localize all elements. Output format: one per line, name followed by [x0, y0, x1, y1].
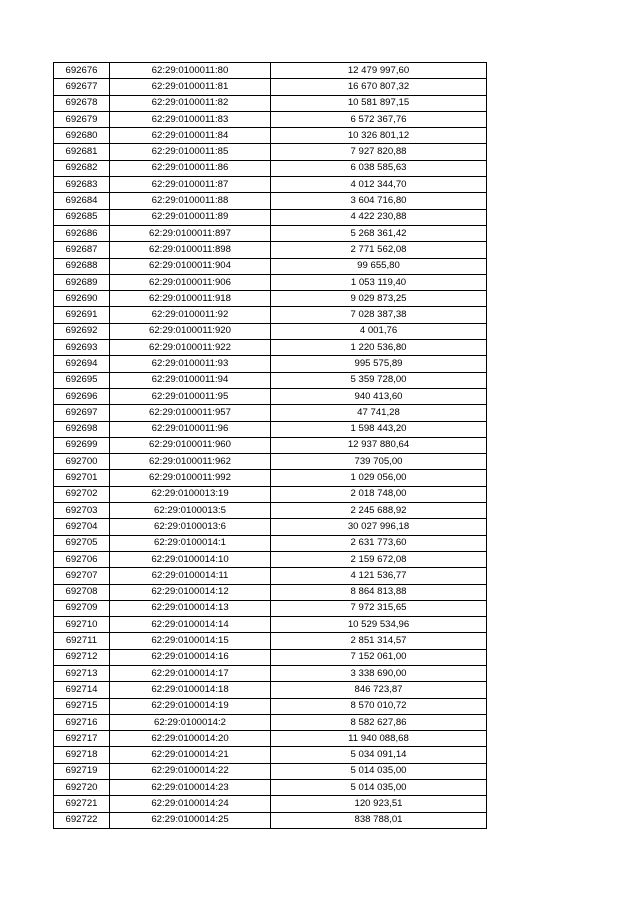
row-number-cell: 692681	[54, 144, 110, 160]
row-number-cell: 692682	[54, 160, 110, 176]
cadastral-value-cell: 3 604 716,80	[271, 193, 487, 209]
cadastral-value-cell: 5 034 091,14	[271, 747, 487, 763]
table-row	[54, 421, 487, 437]
cadastral-value-table	[53, 62, 487, 829]
row-number-cell: 692697	[54, 405, 110, 421]
cadastral-value-cell: 2 771 562,08	[271, 242, 487, 258]
row-number-cell: 692678	[54, 95, 110, 111]
table-row	[54, 812, 487, 828]
table-row	[54, 307, 487, 323]
table-row	[54, 225, 487, 241]
cadastral-number-cell: 62:29:0100011:897	[110, 225, 271, 241]
cadastral-number-cell: 62:29:0100011:85	[110, 144, 271, 160]
table-row	[54, 356, 487, 372]
cadastral-number-cell: 62:29:0100014:24	[110, 796, 271, 812]
cadastral-number-cell: 62:29:0100014:21	[110, 747, 271, 763]
table-row	[54, 372, 487, 388]
cadastral-number-cell: 62:29:0100014:15	[110, 633, 271, 649]
table-row	[54, 747, 487, 763]
row-number-cell: 692695	[54, 372, 110, 388]
table-row	[54, 519, 487, 535]
cadastral-value-cell: 99 655,80	[271, 258, 487, 274]
cadastral-number-cell: 62:29:0100011:89	[110, 209, 271, 225]
cadastral-value-cell: 2 631 773,60	[271, 535, 487, 551]
cadastral-number-cell: 62:29:0100011:88	[110, 193, 271, 209]
row-number-cell: 692692	[54, 323, 110, 339]
row-number-cell: 692689	[54, 274, 110, 290]
row-number-cell: 692720	[54, 780, 110, 796]
table-row	[54, 144, 487, 160]
cadastral-number-cell: 62:29:0100011:960	[110, 437, 271, 453]
cadastral-value-cell: 5 014 035,00	[271, 780, 487, 796]
table-row	[54, 600, 487, 616]
cadastral-value-cell: 9 029 873,25	[271, 291, 487, 307]
table-row	[54, 128, 487, 144]
cadastral-value-cell: 10 326 801,12	[271, 128, 487, 144]
cadastral-value-cell: 1 053 119,40	[271, 274, 487, 290]
cadastral-number-cell: 62:29:0100014:11	[110, 568, 271, 584]
table-row	[54, 665, 487, 681]
cadastral-value-cell: 4 121 536,77	[271, 568, 487, 584]
row-number-cell: 692711	[54, 633, 110, 649]
row-number-cell: 692690	[54, 291, 110, 307]
cadastral-number-cell: 62:29:0100011:904	[110, 258, 271, 274]
cadastral-number-cell: 62:29:0100014:23	[110, 780, 271, 796]
table-row	[54, 731, 487, 747]
table-row	[54, 242, 487, 258]
table-row	[54, 584, 487, 600]
table-row	[54, 470, 487, 486]
row-number-cell: 692714	[54, 682, 110, 698]
row-number-cell: 692699	[54, 437, 110, 453]
cadastral-number-cell: 62:29:0100014:2	[110, 714, 271, 730]
cadastral-value-cell: 1 220 536,80	[271, 340, 487, 356]
cadastral-value-cell: 7 927 820,88	[271, 144, 487, 160]
cadastral-number-cell: 62:29:0100013:6	[110, 519, 271, 535]
row-number-cell: 692718	[54, 747, 110, 763]
cadastral-number-cell: 62:29:0100011:906	[110, 274, 271, 290]
row-number-cell: 692688	[54, 258, 110, 274]
table-row	[54, 258, 487, 274]
cadastral-value-cell: 8 570 010,72	[271, 698, 487, 714]
cadastral-number-cell: 62:29:0100011:81	[110, 79, 271, 95]
row-number-cell: 692677	[54, 79, 110, 95]
row-number-cell: 692703	[54, 503, 110, 519]
row-number-cell: 692680	[54, 128, 110, 144]
cadastral-number-cell: 62:29:0100014:22	[110, 763, 271, 779]
cadastral-number-cell: 62:29:0100011:80	[110, 63, 271, 79]
cadastral-value-cell: 7 028 387,38	[271, 307, 487, 323]
table-row	[54, 551, 487, 567]
cadastral-number-cell: 62:29:0100011:82	[110, 95, 271, 111]
row-number-cell: 692685	[54, 209, 110, 225]
table-row	[54, 796, 487, 812]
row-number-cell: 692679	[54, 111, 110, 127]
cadastral-number-cell: 62:29:0100014:25	[110, 812, 271, 828]
row-number-cell: 692710	[54, 617, 110, 633]
cadastral-value-cell: 11 940 088,68	[271, 731, 487, 747]
table-row	[54, 437, 487, 453]
cadastral-value-cell: 1 029 056,00	[271, 470, 487, 486]
cadastral-number-cell: 62:29:0100011:95	[110, 388, 271, 404]
row-number-cell: 692687	[54, 242, 110, 258]
cadastral-number-cell: 62:29:0100011:957	[110, 405, 271, 421]
row-number-cell: 692708	[54, 584, 110, 600]
cadastral-number-cell: 62:29:0100014:14	[110, 617, 271, 633]
row-number-cell: 692721	[54, 796, 110, 812]
cadastral-value-cell: 8 864 813,88	[271, 584, 487, 600]
table-row	[54, 698, 487, 714]
cadastral-value-cell: 2 245 688,92	[271, 503, 487, 519]
row-number-cell: 692683	[54, 177, 110, 193]
cadastral-value-cell: 6 038 585,63	[271, 160, 487, 176]
table-row	[54, 193, 487, 209]
table-row	[54, 388, 487, 404]
table-row	[54, 160, 487, 176]
row-number-cell: 692698	[54, 421, 110, 437]
cadastral-value-cell: 4 001,76	[271, 323, 487, 339]
cadastral-number-cell: 62:29:0100014:18	[110, 682, 271, 698]
cadastral-number-cell: 62:29:0100011:94	[110, 372, 271, 388]
cadastral-number-cell: 62:29:0100011:922	[110, 340, 271, 356]
table-row	[54, 535, 487, 551]
table-row	[54, 209, 487, 225]
row-number-cell: 692705	[54, 535, 110, 551]
table-row	[54, 177, 487, 193]
cadastral-value-cell: 4 012 344,70	[271, 177, 487, 193]
table-row	[54, 649, 487, 665]
cadastral-value-cell: 7 972 315,65	[271, 600, 487, 616]
row-number-cell: 692691	[54, 307, 110, 323]
cadastral-value-cell: 30 027 996,18	[271, 519, 487, 535]
cadastral-value-cell: 940 413,60	[271, 388, 487, 404]
cadastral-number-cell: 62:29:0100011:918	[110, 291, 271, 307]
row-number-cell: 692693	[54, 340, 110, 356]
row-number-cell: 692713	[54, 665, 110, 681]
cadastral-value-cell: 2 018 748,00	[271, 486, 487, 502]
cadastral-value-cell: 1 598 443,20	[271, 421, 487, 437]
cadastral-value-cell: 2 159 672,08	[271, 551, 487, 567]
table-row	[54, 780, 487, 796]
table-row	[54, 274, 487, 290]
cadastral-number-cell: 62:29:0100011:84	[110, 128, 271, 144]
row-number-cell: 692702	[54, 486, 110, 502]
table-row	[54, 291, 487, 307]
table-row	[54, 617, 487, 633]
table-row	[54, 503, 487, 519]
table-row	[54, 79, 487, 95]
table-row	[54, 340, 487, 356]
table-row	[54, 633, 487, 649]
table-row	[54, 763, 487, 779]
cadastral-number-cell: 62:29:0100011:83	[110, 111, 271, 127]
cadastral-value-cell: 10 581 897,15	[271, 95, 487, 111]
row-number-cell: 692684	[54, 193, 110, 209]
table-row	[54, 95, 487, 111]
cadastral-number-cell: 62:29:0100011:86	[110, 160, 271, 176]
row-number-cell: 692706	[54, 551, 110, 567]
row-number-cell: 692707	[54, 568, 110, 584]
row-number-cell: 692704	[54, 519, 110, 535]
cadastral-value-cell: 846 723,87	[271, 682, 487, 698]
row-number-cell: 692701	[54, 470, 110, 486]
cadastral-number-cell: 62:29:0100011:992	[110, 470, 271, 486]
cadastral-number-cell: 62:29:0100014:10	[110, 551, 271, 567]
cadastral-value-cell: 995 575,89	[271, 356, 487, 372]
cadastral-number-cell: 62:29:0100014:20	[110, 731, 271, 747]
row-number-cell: 692719	[54, 763, 110, 779]
cadastral-value-cell: 5 359 728,00	[271, 372, 487, 388]
cadastral-number-cell: 62:29:0100011:92	[110, 307, 271, 323]
cadastral-value-cell: 16 670 807,32	[271, 79, 487, 95]
cadastral-value-cell: 47 741,28	[271, 405, 487, 421]
cadastral-value-cell: 12 479 997,60	[271, 63, 487, 79]
table-row	[54, 63, 487, 79]
cadastral-value-cell: 5 268 361,42	[271, 225, 487, 241]
cadastral-value-cell: 4 422 230,88	[271, 209, 487, 225]
cadastral-number-cell: 62:29:0100011:87	[110, 177, 271, 193]
cadastral-number-cell: 62:29:0100013:19	[110, 486, 271, 502]
table-row	[54, 682, 487, 698]
cadastral-value-cell: 12 937 880,64	[271, 437, 487, 453]
cadastral-number-cell: 62:29:0100014:19	[110, 698, 271, 714]
cadastral-number-cell: 62:29:0100014:12	[110, 584, 271, 600]
row-number-cell: 692717	[54, 731, 110, 747]
table-row	[54, 486, 487, 502]
row-number-cell: 692696	[54, 388, 110, 404]
row-number-cell: 692716	[54, 714, 110, 730]
row-number-cell: 692709	[54, 600, 110, 616]
cadastral-number-cell: 62:29:0100014:1	[110, 535, 271, 551]
cadastral-value-cell: 2 851 314,57	[271, 633, 487, 649]
row-number-cell: 692722	[54, 812, 110, 828]
row-number-cell: 692686	[54, 225, 110, 241]
row-number-cell: 692715	[54, 698, 110, 714]
cadastral-value-cell: 8 582 627,86	[271, 714, 487, 730]
row-number-cell: 692694	[54, 356, 110, 372]
cadastral-value-cell: 3 338 690,00	[271, 665, 487, 681]
cadastral-number-cell: 62:29:0100013:5	[110, 503, 271, 519]
table-row	[54, 714, 487, 730]
cadastral-number-cell: 62:29:0100011:93	[110, 356, 271, 372]
row-number-cell: 692700	[54, 454, 110, 470]
table-row	[54, 405, 487, 421]
cadastral-value-cell: 838 788,01	[271, 812, 487, 828]
cadastral-number-cell: 62:29:0100014:13	[110, 600, 271, 616]
cadastral-number-cell: 62:29:0100014:17	[110, 665, 271, 681]
cadastral-number-cell: 62:29:0100014:16	[110, 649, 271, 665]
cadastral-value-cell: 10 529 534,96	[271, 617, 487, 633]
document-page	[53, 62, 487, 829]
cadastral-number-cell: 62:29:0100011:96	[110, 421, 271, 437]
cadastral-value-cell: 739 705,00	[271, 454, 487, 470]
cadastral-number-cell: 62:29:0100011:962	[110, 454, 271, 470]
table-row	[54, 454, 487, 470]
cadastral-value-cell: 120 923,51	[271, 796, 487, 812]
cadastral-value-cell: 5 014 035,00	[271, 763, 487, 779]
table-row	[54, 111, 487, 127]
table-row	[54, 323, 487, 339]
cadastral-number-cell: 62:29:0100011:920	[110, 323, 271, 339]
cadastral-number-cell: 62:29:0100011:898	[110, 242, 271, 258]
table-body	[54, 63, 487, 829]
cadastral-value-cell: 7 152 061,00	[271, 649, 487, 665]
table-row	[54, 568, 487, 584]
cadastral-value-cell: 6 572 367,76	[271, 111, 487, 127]
row-number-cell: 692676	[54, 63, 110, 79]
row-number-cell: 692712	[54, 649, 110, 665]
